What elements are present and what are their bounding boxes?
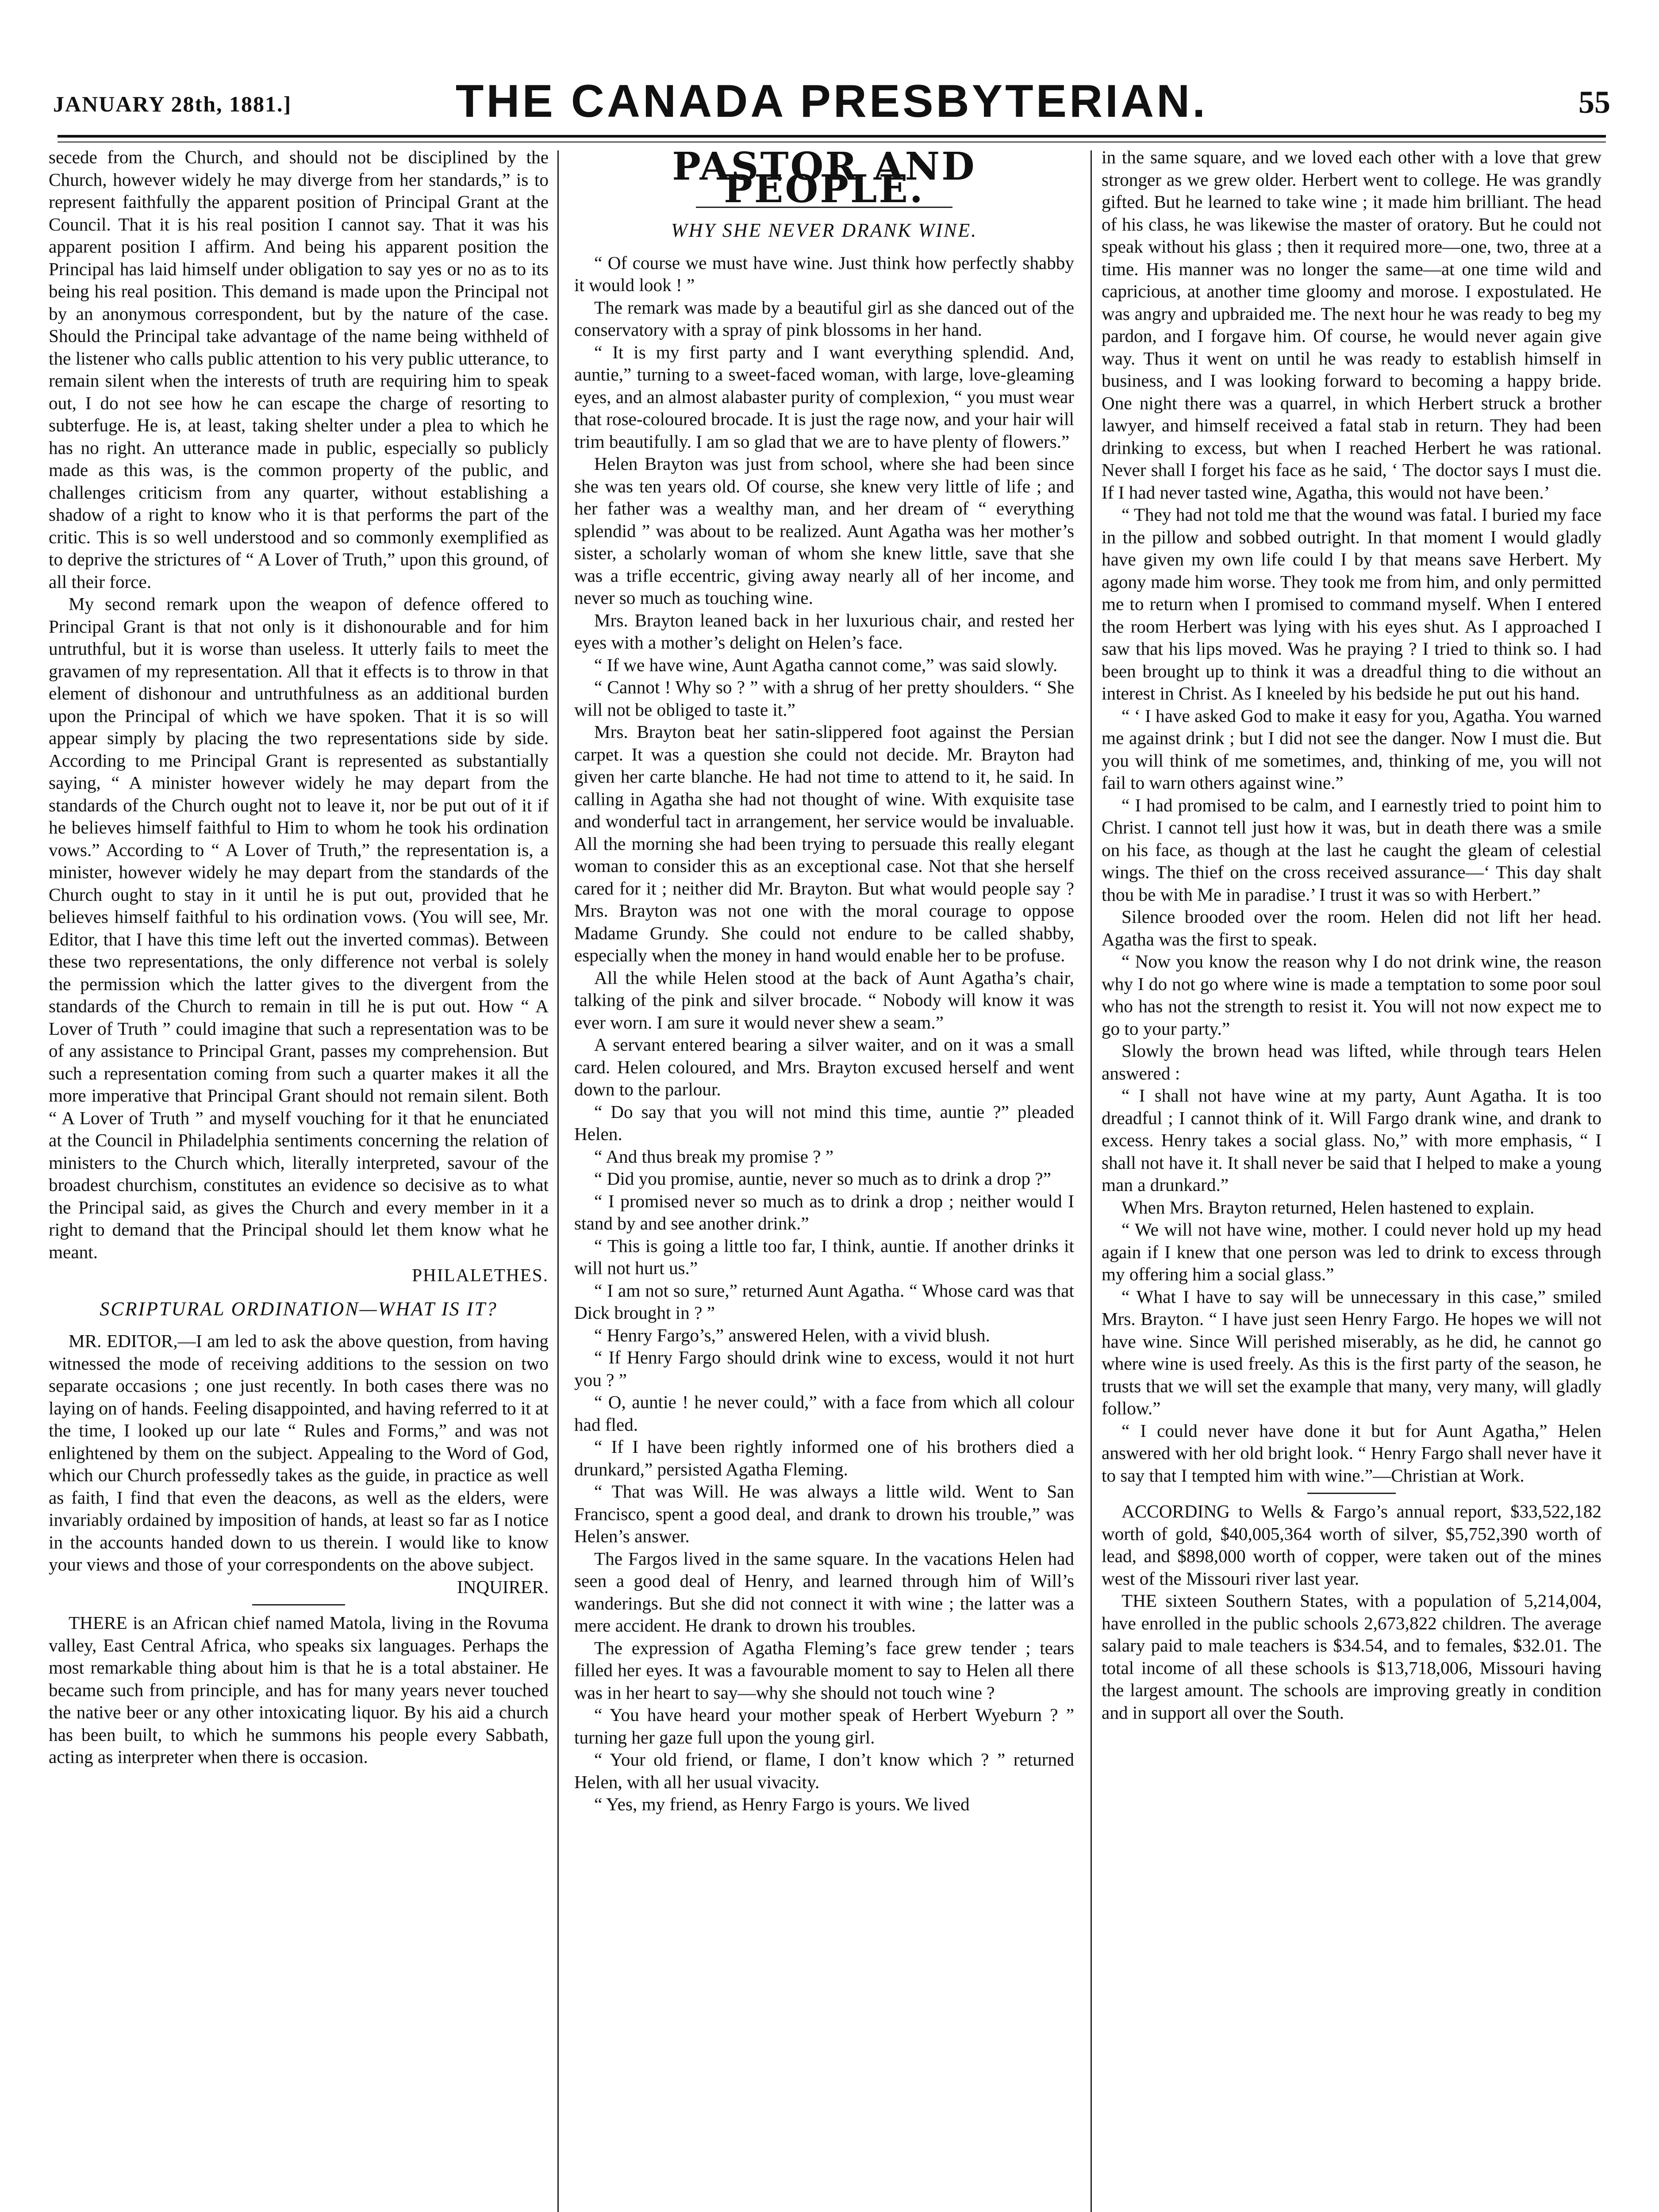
- story-body: [574, 252, 1074, 1816]
- masthead: [53, 66, 1610, 133]
- story-paragraph: “ And thus break my promise ? ”: [594, 1146, 834, 1167]
- ordination-signature: INQUIRER.: [457, 1576, 549, 1597]
- story-paragraph: A servant entered bearing a silver waiter, and on it was a small card. Helen coloured, and Mrs. Brayton excused herself and went down to the parlour.: [574, 1034, 1074, 1099]
- story-paragraph: in the same square, and we loved each other with a love that grew stronger as we grew older. Herbert went to college. He was grandly gifted. But he learned to take wine ; it made him brilliant. The head of his class, he was likewise the master of oratory. But he could not speak without his glass ; then it required more—one, two, three at a time. His manner was no longer the same—at one time wild and capricious, at another time gloomy and morose. I expostulated. He was angry and upbraided me. The next hour he was ready to beg my pardon, and I forgave him. Of course, he would never again give way. Thus it went on until he was ready to establish himself in business, and I was looking forward to becoming a happy bride. One night there was a quarrel, in which Herbert struck a brother lawyer, and himself received a fatal stab in return. They had been drinking to excess, but when I reached Herbert he was rational. Never shall I forget his face as he said, ‘ The doctor says I must die. If I had never tasted wine, Agatha, this would not have been.’: [1102, 147, 1601, 503]
- story-paragraph: The remark was made by a beautiful girl as she danced out of the conservatory with a spray of pink blossoms in her hand.: [574, 297, 1074, 340]
- story-paragraph: Mrs. Brayton leaned back in her luxurious chair, and rested her eyes with a mother’s delight on Helen’s face.: [574, 610, 1074, 653]
- story-paragraph: “ That was Will. He was always a little wild. Went to San Francisco, spent a good deal, and drank to drown his trouble,” was Helen’s answer.: [574, 1481, 1074, 1546]
- story-paragraph: “ We will not have wine, mother. I could never hold up my head again if I knew that one person was led to drink to excess through my offering him a social glass.”: [1102, 1219, 1601, 1284]
- story-paragraph: Slowly the brown head was lifted, while through tears Helen answered :: [1102, 1041, 1601, 1083]
- issue-date: JANUARY 28th, 1881.]: [53, 92, 292, 116]
- story-paragraph: “ I am not so sure,” returned Aunt Agatha. “ Whose card was that Dick brought in ? ”: [574, 1280, 1074, 1323]
- story-paragraph: “ Of course we must have wine. Just think how perfectly shabby it would look ! ”: [574, 252, 1074, 295]
- story-paragraph: “ Now you know the reason why I do not drink wine, the reason why I do not go where wine is made a temptation to some poor soul who has not the strength to resist it. You will not now expect me to go to your party.”: [1102, 951, 1601, 1039]
- story-paragraph: “ What I have to say will be unnecessary in this case,” smiled Mrs. Brayton. “ I have just seen Henry Fargo. He hopes we will not have wine. Since Will perished miserably, as he did, he cannot go where wine is used freely. As this is the first party of the season, he trusts that we will set the example that many, very many, will gladly follow.”: [1102, 1286, 1601, 1418]
- story-paragraph: Mrs. Brayton beat her satin-slippered foot against the Persian carpet. It was a question she could not decide. Mr. Brayton had given her carte blanche. He had not time to attend to it, he said. In calling in Agatha she had not thought of wine. With exquisite tase and wonderful tact in arrangement, her service would be invaluable. All the morning she had been trying to persuade this really elegant woman to consider this as an exceptional case. Not that she herself cared for it ; neither did Mr. Brayton. But what would people say ? Mrs. Brayton was not one with the moral courage to oppose Madame Grundy. She could not endure to be called shabby, especially when the money in hand would enable her to be profuse.: [574, 722, 1074, 965]
- letter-signature: PHILALETHES.: [412, 1265, 549, 1285]
- column-divider: [1091, 150, 1092, 2212]
- story-paragraph: “ I promised never so much as to drink a drop ; neither would I stand by and see another drink.”: [574, 1190, 1074, 1233]
- ordination-letter: MR. EDITOR,—I am led to ask the above question, from having witnessed the mode of receiving additions to the session on two separate occasions ; one just recently. In both cases there was no laying on of hands. Feeling disappointed, and having referred to it at the time, I looked up our late “ Rules and Forms,” and was not enlightened by them on the subject. Appealing to the Word of God, which our Church professedly takes as the guide, in practice as well as faith, I find that even the deacons, as well as the elders, were invariably ordained by imposition of hands, at least so far as I notice in the accounts handed down to us therein. I would like to know your views and those of your correspondents on the above subject.: [49, 1331, 549, 1575]
- story-paragraph: “ Henry Fargo’s,” answered Helen, with a vivid blush.: [594, 1325, 990, 1345]
- story-paragraph: “ I had promised to be calm, and I earnestly tried to point him to Christ. I cannot tell just how it was, but in death there was a smile on his face, as though at the last he caught the gleam of celestial wings. The thief on the cross received assurance—‘ This day shalt thou be with Me in paradise.’ I trust it was so with Herbert.”: [1102, 795, 1601, 905]
- story-paragraph: “ ‘ I have asked God to make it easy for you, Agatha. You warned me against drink ; but I did not see the danger. Now I must die. But you will think of me sometimes, and, thinking of me, you will not fail to warn others against wine.”: [1102, 705, 1601, 793]
- matola-item: THERE is an African chief named Matola, living in the Rovuma valley, East Central Africa, who speaks six languages. Perhaps the most remarkable thing about him is that he is a total abstainer. He became such from principle, and has for many years never touched the native beer or any other intoxicating liquor. By his aid a church has been built, to which he summons his people every Sabbath, acting as interpreter when there is occasion.: [49, 1613, 549, 1767]
- wells-fargo-item: ACCORDING to Wells & Fargo’s annual report, $33,522,182 worth of gold, $40,005,364 worth of silver, $5,752,390 worth of lead, and $898,000 worth of copper, were taken out of the mines west of the Missouri river last year.: [1102, 1501, 1601, 1589]
- newspaper-title: THE CANADA PRESBYTERIAN.: [455, 76, 1208, 127]
- story-paragraph: “ Did you promise, auntie, never so much as to drink a drop ?”: [594, 1168, 1051, 1189]
- story-paragraph: Helen Brayton was just from school, where she had been since she was ten years old. Of course, she knew very little of life ; and her father was a wealthy man, and her dream of “ everything splendid ” was about to be realized. Aunt Agatha was her mother’s sister, a scholarly woman of whom she knew little, save that she was a trifle eccentric, giving away nearly all of her income, and never so much as touching wine.: [574, 453, 1074, 608]
- column-1: [49, 146, 549, 1768]
- story-continuation: [1102, 146, 1601, 1486]
- story-title: WHY SHE NEVER DRANK WINE.: [671, 219, 978, 241]
- story-paragraph: Silence brooded over the room. Helen did not lift her head. Agatha was the first to speak.: [1102, 906, 1601, 949]
- story-paragraph: “ I could never have done it but for Aunt Agatha,” Helen answered with her old bright look. “ Henry Fargo shall never have it to say that I tempted him with wine.”—Christian at Work.: [1102, 1420, 1601, 1486]
- story-paragraph: “ If I have been rightly informed one of his brothers died a drunkard,” persisted Agatha Fleming.: [574, 1436, 1074, 1479]
- column-3: [1102, 146, 1601, 1724]
- masthead-rule: [58, 135, 1606, 138]
- story-paragraph: “ They had not told me that the wound was fatal. I buried my face in the pillow and sobbed outright. In that moment I would gladly have given my own life could I by that means save Herbert. My agony made him worse. They took me from him, and only permitted me to return when I promised to command myself. When I entered the room Herbert was lying with his eyes shut. As I approached I saw that his lips moved. Was he praying ? I tried to think so. I had been brought up to think it was a dreadful thing to die without an interest in Christ. As I kneeled by his bedside he put out his hand.: [1102, 504, 1601, 703]
- article-title-ordination: SCRIPTURAL ORDINATION—WHAT IS IT?: [100, 1298, 498, 1320]
- letter-paragraph: secede from the Church, and should not be disciplined by the Church, however widely he may diverge from her standards,” is to represent faithfully the apparent position of Principal Grant at the Council. That it is his real position I cannot say. That it was his apparent position I affirm. And being his apparent position the Principal has laid himself under obligation to say yes or no as to its being his real position. This demand is made upon the Principal not by an anonymous correspondent, but by the nature of the case. Should the Principal take advantage of the name being withheld of the listener who calls public attention to his very public utterance, to remain silent when the interests of truth are requiring him to speak out, I do not see how he can escape the charge of resorting to subterfuge. He is, at least, taking shelter under a plea to which he has no right. An utterance made in public, especially so publicly made as this was, is the common property of the public, and challenges criticism from any quarter, without establishing a shadow of a right to know who it is that performs the part of the critic. This is so well understood and so commonly exemplified as to deprive the strictures of “ A Lover of Truth,” upon this ground, of all their force.: [49, 147, 549, 592]
- story-paragraph: “ Yes, my friend, as Henry Fargo is yours. We lived: [594, 1794, 970, 1814]
- story-paragraph: “ Cannot ! Why so ? ” with a shrug of her pretty shoulders. “ She will not be obliged to taste it.”: [574, 677, 1074, 720]
- section-separator: [1307, 1493, 1396, 1494]
- story-paragraph: “ It is my first party and I want everything splendid. And, auntie,” turning to a sweet-faced woman, with large, love-gleaming eyes, and an almost alabaster purity of complexion, “ you must wear that rose-coloured brocade. It is just the rage now, and your hair will trim beautifully. I am so glad that we are to have plenty of flowers.”: [574, 342, 1074, 452]
- column-2: [574, 146, 1074, 1816]
- section-separator: [252, 1604, 345, 1605]
- story-paragraph: When Mrs. Brayton returned, Helen hastened to explain.: [1121, 1197, 1535, 1217]
- letter-paragraph: My second remark upon the weapon of defence offered to Principal Grant is that not only is it dishonourable and for him untruthful, but it is worse than useless. It utterly fails to meet the gravamen of my representation. All that it effects is to throw in that element of dishonour and untruthfulness as an additional burden upon the Principal of which we have spoken. That it is so will appear simply by placing the two representations side by side. According to me Principal Grant is represented as substantially saying, “ A minister however widely he may depart from the standards of the Church ought not to leave it, nor be put out of it if he believes himself faithful to Him to whom he took his ordination vows.” According to “ A Lover of Truth,” the representation is, a minister, however widely he may depart from the standards of the Church ought to stay in it until he is put out, provided that he believes himself faithful to his ordination vows. (You will see, Mr. Editor, that I have this time left out the inverted commas). Between these two representations, the only difference not verbal is solely the permission which the latter gives to the divergent from the standards of the Church to remain in till he is put out. How “ A Lover of Truth ” could imagine that such a representation was to be of any assistance to Principal Grant, passes my comprehension. But such a representation coming from such a quarter makes it all the more imperative that Principal Grant should not remain silent. Both “ A Lover of Truth ” and myself vouching for it that he enunciated at the Council in Philadelphia sentiments concerning the relation of ministers to the Church which, literally interpreted, savour of the broadest churchism, constitutes an evidence so decisive as to what the Principal said, as gives the Church and every member in it a right to demand that the Principal should let them know what he meant.: [49, 594, 549, 1262]
- page-number: 55: [1578, 84, 1610, 120]
- story-paragraph: All the while Helen stood at the back of Aunt Agatha’s chair, talking of the pink and silver brocade. “ Nobody will know it was ever worn. I am sure it would never shew a seam.”: [574, 967, 1074, 1033]
- story-paragraph: “ Do say that you will not mind this time, auntie ?” pleaded Helen.: [574, 1101, 1074, 1144]
- story-paragraph: The expression of Agatha Fleming’s face grew tender ; tears filled her eyes. It was a favourable moment to say to Helen all there was in her heart to say—why she should not touch wine ?: [574, 1637, 1074, 1703]
- story-paragraph: “ Your old friend, or flame, I don’t know which ? ” returned Helen, with all her usual vivacity.: [574, 1749, 1074, 1792]
- story-paragraph: The Fargos lived in the same square. In the vacations Helen had seen a good deal of Henry, and learned through him of Will’s wanderings. But she did not connect it with wine ; the latter was a mere accident. He drank to drown his troubles.: [574, 1548, 1074, 1636]
- story-paragraph: “ This is going a little too far, I think, auntie. If another drinks it will not hurt us.”: [574, 1235, 1074, 1278]
- story-paragraph: “ You have heard your mother speak of Herbert Wyeburn ? ” turning her gaze full upon the young girl.: [574, 1705, 1074, 1747]
- story-paragraph: “ I shall not have wine at my party, Aunt Agatha. It is too dreadful ; I cannot think of it. Will Fargo drank wine, and drank to excess. Henry takes a social glass. No,” with more emphasis, “ I shall not have it. It shall never be said that I helped to make a young man a drunkard.”: [1102, 1085, 1601, 1195]
- story-paragraph: “ If we have wine, Aunt Agatha cannot come,” was said slowly.: [594, 654, 1058, 675]
- story-paragraph: “ If Henry Fargo should drink wine to excess, would it not hurt you ? ”: [574, 1347, 1074, 1390]
- section-banner: PASTOR AND PEOPLE.: [672, 144, 976, 211]
- story-paragraph: “ O, auntie ! he never could,” with a face from which all colour had fled.: [574, 1392, 1074, 1435]
- southern-schools-item: THE sixteen Southern States, with a population of 5,214,004, have enrolled in the public schools 2,673,822 children. The average salary paid to male teachers is $34.54, and to females, $32.01. The total income of all these schools is $13,718,006, Missouri having the largest amount. The schools are improving greatly in condition and in support all over the South.: [1102, 1590, 1601, 1723]
- column-divider: [557, 150, 559, 2212]
